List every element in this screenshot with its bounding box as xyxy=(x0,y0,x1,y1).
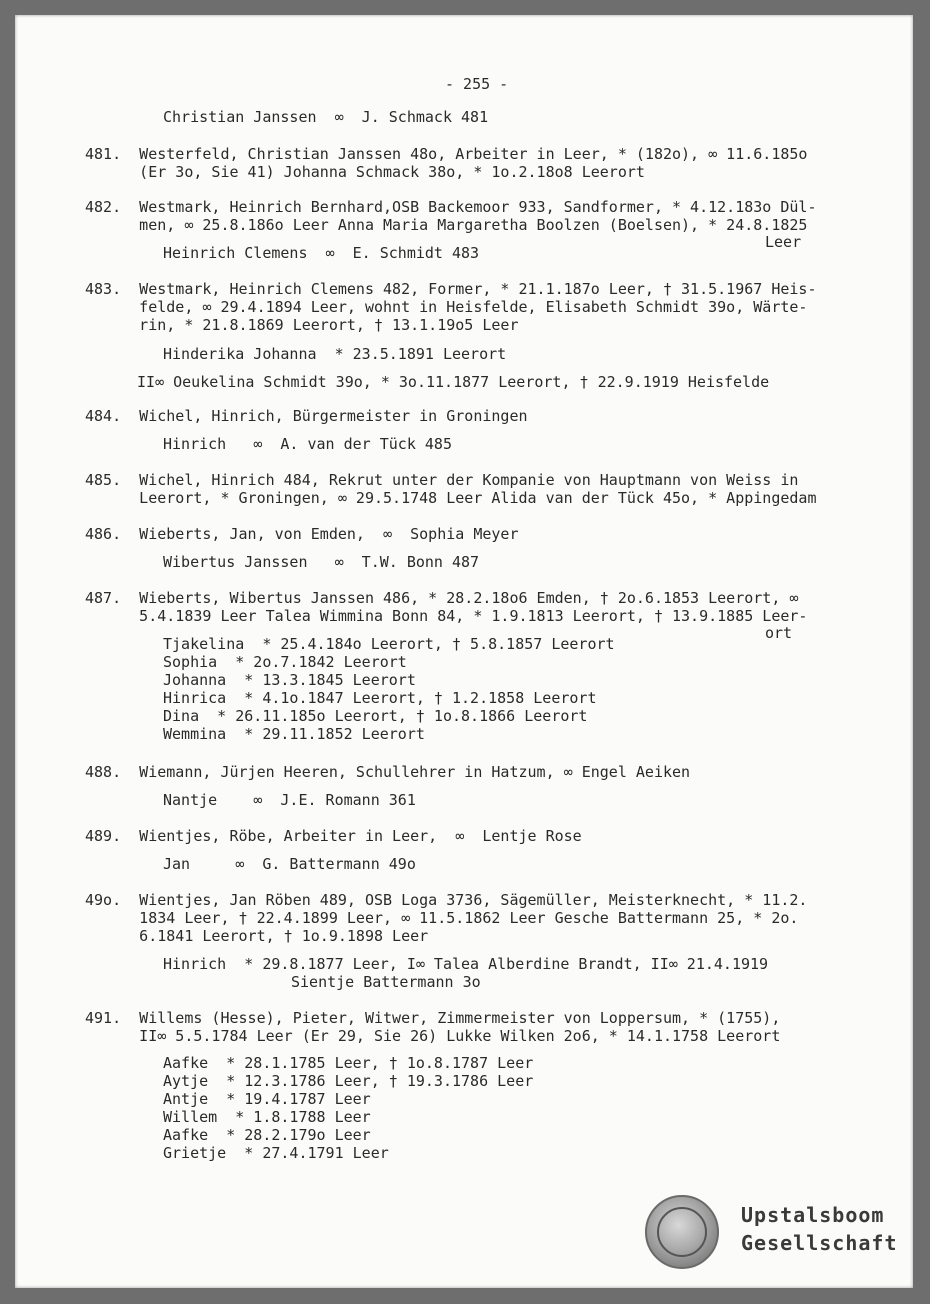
text-line: Christian Janssen ∞ J. Schmack 481 xyxy=(163,108,489,126)
entry-486-line: 486. Wieberts, Jan, von Emden, ∞ Sophia Meyer xyxy=(85,525,519,543)
child-line: Antje * 19.4.1787 Leer xyxy=(163,1090,371,1108)
entry-485-line: Leerort, * Groningen, ∞ 29.5.1748 Leer Alida van der Tück 45o, * Appingedam xyxy=(85,489,817,507)
entry-485-line: 485. Wichel, Hinrich 484, Rekrut unter der Kompanie von Hauptmann von Weiss in xyxy=(85,471,799,489)
child-line: Hinrica * 4.1o.1847 Leerort, † 1.2.1858 Leerort xyxy=(163,689,597,707)
entry-491-line: II∞ 5.5.1784 Leer (Er 29, Sie 26) Lukke Wilken 2o6, * 14.1.1758 Leerort xyxy=(85,1027,781,1045)
seal-icon xyxy=(645,1195,719,1269)
child-line: Hinderika Johanna * 23.5.1891 Leerort xyxy=(163,345,507,363)
entry-484-line: 484. Wichel, Hinrich, Bürgermeister in Groningen xyxy=(85,407,528,425)
entry-488-line: 488. Wiemann, Jürjen Heeren, Schullehrer in Hatzum, ∞ Engel Aeiken xyxy=(85,763,691,781)
logo-title: Upstalsboom xyxy=(741,1203,885,1227)
entry-481-line: 481. Westerfeld, Christian Janssen 48o, Arbeiter in Leer, * (182o), ∞ 11.6.185o xyxy=(85,145,808,163)
child-line: Wemmina * 29.11.1852 Leerort xyxy=(163,725,425,743)
child-line: Dina * 26.11.185o Leerort, † 1o.8.1866 Leerort xyxy=(163,707,588,725)
entry-487-line: ort xyxy=(765,624,793,642)
page-number: - 255 - xyxy=(445,75,509,93)
child-line: Sophia * 2o.7.1842 Leerort xyxy=(163,653,407,671)
entry-482-line: Leer xyxy=(765,233,802,251)
second-marriage-line: II∞ Oeukelina Schmidt 39o, * 3o.11.1877 Leerort, † 22.9.1919 Heisfelde xyxy=(137,373,770,391)
child-line: Willem * 1.8.1788 Leer xyxy=(163,1108,371,1126)
child-line: Tjakelina * 25.4.184o Leerort, † 5.8.1857 Leerort xyxy=(163,635,615,653)
entry-483-line: felde, ∞ 29.4.1894 Leer, wohnt in Heisfelde, Elisabeth Schmidt 39o, Wärte- xyxy=(85,298,808,316)
child-line: Grietje * 27.4.1791 Leer xyxy=(163,1144,389,1162)
child-line: Jan ∞ G. Battermann 49o xyxy=(163,855,416,873)
child-line: Aafke * 28.1.1785 Leer, † 1o.8.1787 Leer xyxy=(163,1054,534,1072)
document-body xyxy=(15,15,913,1288)
entry-491-line: 491. Willems (Hesse), Pieter, Witwer, Zimmermeister von Loppersum, * (1755), xyxy=(85,1009,781,1027)
entry-482-line: 482. Westmark, Heinrich Bernhard,OSB Backemoor 933, Sandformer, * 4.12.183o Dül- xyxy=(85,198,817,216)
entry-483-line: 483. Westmark, Heinrich Clemens 482, Former, * 21.1.187o Leer, † 31.5.1967 Heis- xyxy=(85,280,817,298)
society-logo xyxy=(645,1195,898,1275)
child-line: Hinrich ∞ A. van der Tück 485 xyxy=(163,435,452,453)
entry-482-line: men, ∞ 25.8.186o Leer Anna Maria Margaretha Boolzen (Boelsen), * 24.8.1825 xyxy=(85,216,808,234)
entry-483-line: rin, * 21.8.1869 Leerort, † 13.1.19o5 Leer xyxy=(85,316,519,334)
child-line: Hinrich * 29.8.1877 Leer, I∞ Talea Alberdine Brandt, II∞ 21.4.1919 xyxy=(163,955,769,973)
child-line: Heinrich Clemens ∞ E. Schmidt 483 xyxy=(163,244,480,262)
logo-subtitle: Gesellschaft xyxy=(741,1231,898,1255)
child-line: Aytje * 12.3.1786 Leer, † 19.3.1786 Leer xyxy=(163,1072,534,1090)
entry-481-line: (Er 3o, Sie 41) Johanna Schmack 38o, * 1o.2.18o8 Leerort xyxy=(85,163,645,181)
child-line: Sientje Battermann 3o xyxy=(291,973,481,991)
entry-487-line: 5.4.1839 Leer Talea Wimmina Bonn 84, * 1.9.1813 Leerort, † 13.9.1885 Leer- xyxy=(85,607,808,625)
child-line: Johanna * 13.3.1845 Leerort xyxy=(163,671,416,689)
entry-487-line: 487. Wieberts, Wibertus Janssen 486, * 28.2.18o6 Emden, † 2o.6.1853 Leerort, ∞ xyxy=(85,589,799,607)
child-line: Wibertus Janssen ∞ T.W. Bonn 487 xyxy=(163,553,480,571)
entry-490-line: 1834 Leer, † 22.4.1899 Leer, ∞ 11.5.1862 Leer Gesche Battermann 25, * 2o. xyxy=(85,909,799,927)
entry-490-line: 49o. Wientjes, Jan Röben 489, OSB Loga 3736, Sägemüller, Meisterknecht, * 11.2. xyxy=(85,891,808,909)
document-page xyxy=(15,15,913,1288)
child-line: Aafke * 28.2.179o Leer xyxy=(163,1126,371,1144)
entry-490-line: 6.1841 Leerort, † 1o.9.1898 Leer xyxy=(85,927,429,945)
entry-489-line: 489. Wientjes, Röbe, Arbeiter in Leer, ∞ Lentje Rose xyxy=(85,827,582,845)
child-line: Nantje ∞ J.E. Romann 361 xyxy=(163,791,416,809)
